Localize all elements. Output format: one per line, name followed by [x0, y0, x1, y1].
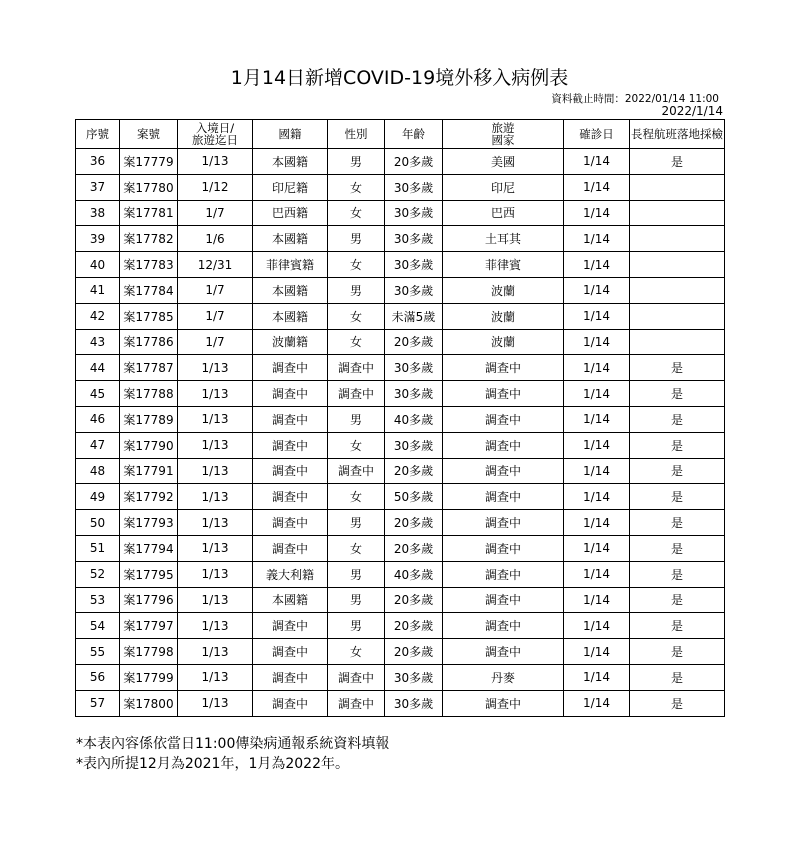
- table-row: [76, 277, 725, 303]
- cell-age: 30多歲: [385, 200, 443, 226]
- cell-travel-country: 調查中: [443, 381, 564, 407]
- cell-confirm-date: 1/14: [564, 406, 630, 432]
- cell-nationality: 調查中: [253, 510, 328, 536]
- table-row: [76, 406, 725, 432]
- table-row: [76, 355, 725, 381]
- cell-seq: 51: [76, 535, 120, 561]
- cell-entry-date: 1/6: [178, 226, 253, 252]
- cell-nationality: 本國籍: [253, 277, 328, 303]
- cell-flight-test: 是: [630, 432, 725, 458]
- cell-seq: 46: [76, 406, 120, 432]
- cell-sex: 女: [328, 484, 385, 510]
- cell-flight-test: [630, 277, 725, 303]
- cell-sex: 調查中: [328, 690, 385, 716]
- cell-case-no: 案17799: [120, 664, 178, 690]
- cell-seq: 54: [76, 613, 120, 639]
- cell-travel-country: 波蘭: [443, 303, 564, 329]
- cell-travel-country: 巴西: [443, 200, 564, 226]
- cell-entry-date: 1/13: [178, 535, 253, 561]
- cell-age: 30多歲: [385, 226, 443, 252]
- cell-entry-date: 1/12: [178, 174, 253, 200]
- cell-age: 20多歲: [385, 613, 443, 639]
- cell-age: 20多歲: [385, 587, 443, 613]
- case-rows: [76, 149, 725, 717]
- cell-travel-country: 調查中: [443, 355, 564, 381]
- col-header-case-no: 案號: [120, 120, 178, 149]
- cell-travel-country: 調查中: [443, 535, 564, 561]
- cell-sex: 男: [328, 406, 385, 432]
- cell-case-no: 案17784: [120, 277, 178, 303]
- cell-sex: 女: [328, 535, 385, 561]
- cell-travel-country: 調查中: [443, 484, 564, 510]
- cell-sex: 女: [328, 432, 385, 458]
- cell-sex: 女: [328, 329, 385, 355]
- cell-seq: 43: [76, 329, 120, 355]
- cell-flight-test: 是: [630, 690, 725, 716]
- cell-case-no: 案17782: [120, 226, 178, 252]
- cell-nationality: 調查中: [253, 432, 328, 458]
- table-row: [76, 587, 725, 613]
- cell-case-no: 案17780: [120, 174, 178, 200]
- cell-confirm-date: 1/14: [564, 381, 630, 407]
- cell-confirm-date: 1/14: [564, 149, 630, 175]
- cell-nationality: 調查中: [253, 355, 328, 381]
- cell-flight-test: 是: [630, 639, 725, 665]
- cell-nationality: 本國籍: [253, 303, 328, 329]
- table-row: [76, 484, 725, 510]
- cell-nationality: 調查中: [253, 458, 328, 484]
- table-row: [76, 690, 725, 716]
- cell-case-no: 案17779: [120, 149, 178, 175]
- cell-seq: 49: [76, 484, 120, 510]
- cell-case-no: 案17791: [120, 458, 178, 484]
- table-row: [76, 252, 725, 278]
- case-table: [75, 119, 725, 717]
- cell-nationality: 調查中: [253, 639, 328, 665]
- cell-travel-country: 調查中: [443, 690, 564, 716]
- cell-entry-date: 1/7: [178, 329, 253, 355]
- cell-age: 20多歲: [385, 535, 443, 561]
- cell-nationality: 本國籍: [253, 149, 328, 175]
- cell-travel-country: 丹麥: [443, 664, 564, 690]
- cell-age: 30多歲: [385, 381, 443, 407]
- header-row: [76, 120, 725, 149]
- col-header-confirm-date: 確診日: [564, 120, 630, 149]
- cell-flight-test: 是: [630, 484, 725, 510]
- col-header-seq: 序號: [76, 120, 120, 149]
- cell-case-no: 案17785: [120, 303, 178, 329]
- cell-nationality: 調查中: [253, 613, 328, 639]
- cell-case-no: 案17794: [120, 535, 178, 561]
- cell-entry-date: 1/13: [178, 613, 253, 639]
- col-header-flight-test: 長程航班落地採檢: [630, 120, 725, 149]
- cell-flight-test: 是: [630, 458, 725, 484]
- cell-entry-date: 1/13: [178, 432, 253, 458]
- cell-seq: 40: [76, 252, 120, 278]
- cell-sex: 調查中: [328, 458, 385, 484]
- cell-case-no: 案17790: [120, 432, 178, 458]
- cell-nationality: 調查中: [253, 690, 328, 716]
- cell-flight-test: [630, 174, 725, 200]
- cell-travel-country: 印尼: [443, 174, 564, 200]
- cell-travel-country: 波蘭: [443, 329, 564, 355]
- table-row: [76, 303, 725, 329]
- cell-flight-test: [630, 329, 725, 355]
- cell-confirm-date: 1/14: [564, 587, 630, 613]
- cell-age: 20多歲: [385, 149, 443, 175]
- cell-flight-test: 是: [630, 381, 725, 407]
- cell-entry-date: 1/7: [178, 200, 253, 226]
- footnotes: [76, 734, 389, 774]
- col-header-age: 年齡: [385, 120, 443, 149]
- cell-age: 40多歲: [385, 406, 443, 432]
- cell-confirm-date: 1/14: [564, 690, 630, 716]
- cell-nationality: 印尼籍: [253, 174, 328, 200]
- cell-travel-country: 調查中: [443, 458, 564, 484]
- cell-entry-date: 1/13: [178, 561, 253, 587]
- cell-entry-date: 1/7: [178, 277, 253, 303]
- cell-travel-country: 菲律賓: [443, 252, 564, 278]
- cell-nationality: 調查中: [253, 535, 328, 561]
- cell-flight-test: [630, 252, 725, 278]
- table-row: [76, 613, 725, 639]
- cell-travel-country: 調查中: [443, 613, 564, 639]
- cell-age: 30多歲: [385, 432, 443, 458]
- table-row: [76, 226, 725, 252]
- cell-case-no: 案17783: [120, 252, 178, 278]
- cell-confirm-date: 1/14: [564, 510, 630, 536]
- cell-seq: 48: [76, 458, 120, 484]
- table-row: [76, 432, 725, 458]
- cell-confirm-date: 1/14: [564, 458, 630, 484]
- cell-age: 30多歲: [385, 690, 443, 716]
- cell-confirm-date: 1/14: [564, 252, 630, 278]
- cell-travel-country: 波蘭: [443, 277, 564, 303]
- cell-seq: 45: [76, 381, 120, 407]
- table-row: [76, 561, 725, 587]
- cell-sex: 女: [328, 252, 385, 278]
- cell-age: 40多歲: [385, 561, 443, 587]
- cell-confirm-date: 1/14: [564, 639, 630, 665]
- cell-case-no: 案17781: [120, 200, 178, 226]
- cell-flight-test: 是: [630, 406, 725, 432]
- cell-case-no: 案17798: [120, 639, 178, 665]
- table-row: [76, 174, 725, 200]
- cell-age: 20多歲: [385, 510, 443, 536]
- cell-nationality: 調查中: [253, 381, 328, 407]
- cell-sex: 男: [328, 277, 385, 303]
- table-row: [76, 381, 725, 407]
- cell-entry-date: 1/13: [178, 664, 253, 690]
- cell-entry-date: 1/13: [178, 149, 253, 175]
- cell-entry-date: 1/13: [178, 510, 253, 536]
- cell-seq: 56: [76, 664, 120, 690]
- cell-travel-country: 調查中: [443, 561, 564, 587]
- cell-age: 30多歲: [385, 355, 443, 381]
- cell-case-no: 案17793: [120, 510, 178, 536]
- cell-travel-country: 調查中: [443, 587, 564, 613]
- cell-nationality: 菲律賓籍: [253, 252, 328, 278]
- cell-sex: 男: [328, 149, 385, 175]
- cell-flight-test: 是: [630, 355, 725, 381]
- cell-seq: 38: [76, 200, 120, 226]
- cell-sex: 男: [328, 561, 385, 587]
- cell-case-no: 案17797: [120, 613, 178, 639]
- cell-nationality: 調查中: [253, 484, 328, 510]
- data-cutoff-time: 資料截止時間：2022/01/14 11:00: [551, 93, 719, 105]
- cell-nationality: 本國籍: [253, 226, 328, 252]
- cell-age: 30多歲: [385, 277, 443, 303]
- cell-flight-test: 是: [630, 149, 725, 175]
- table-row: [76, 458, 725, 484]
- cell-sex: 女: [328, 639, 385, 665]
- cell-sex: 調查中: [328, 381, 385, 407]
- cell-confirm-date: 1/14: [564, 174, 630, 200]
- cell-case-no: 案17788: [120, 381, 178, 407]
- cell-flight-test: 是: [630, 535, 725, 561]
- cell-sex: 男: [328, 510, 385, 536]
- footnote: *本表內容係依當日11:00傳染病通報系統資料填報: [76, 736, 390, 752]
- cell-entry-date: 1/13: [178, 587, 253, 613]
- table-row: [76, 510, 725, 536]
- cell-travel-country: 土耳其: [443, 226, 564, 252]
- cell-travel-country: 調查中: [443, 639, 564, 665]
- cell-flight-test: 是: [630, 613, 725, 639]
- cell-case-no: 案17800: [120, 690, 178, 716]
- cell-seq: 47: [76, 432, 120, 458]
- cell-age: 30多歲: [385, 252, 443, 278]
- cell-nationality: 調查中: [253, 664, 328, 690]
- cell-seq: 42: [76, 303, 120, 329]
- cell-nationality: 義大利籍: [253, 561, 328, 587]
- cell-flight-test: 是: [630, 664, 725, 690]
- cell-case-no: 案17796: [120, 587, 178, 613]
- cell-nationality: 本國籍: [253, 587, 328, 613]
- cell-entry-date: 1/13: [178, 639, 253, 665]
- col-header-travel-country: 旅遊 國家: [443, 120, 564, 149]
- cell-case-no: 案17795: [120, 561, 178, 587]
- cell-age: 未滿5歲: [385, 303, 443, 329]
- cell-flight-test: 是: [630, 587, 725, 613]
- cell-confirm-date: 1/14: [564, 277, 630, 303]
- cell-entry-date: 1/13: [178, 355, 253, 381]
- cell-flight-test: 是: [630, 561, 725, 587]
- cell-seq: 44: [76, 355, 120, 381]
- cell-flight-test: [630, 226, 725, 252]
- cell-seq: 55: [76, 639, 120, 665]
- cell-confirm-date: 1/14: [564, 664, 630, 690]
- cell-seq: 41: [76, 277, 120, 303]
- table-row: [76, 329, 725, 355]
- cell-flight-test: 是: [630, 510, 725, 536]
- cell-nationality: 巴西籍: [253, 200, 328, 226]
- footnote: *表內所提12月為2021年，1月為2022年。: [76, 756, 349, 772]
- cell-travel-country: 美國: [443, 149, 564, 175]
- table-row: [76, 535, 725, 561]
- col-header-sex: 性別: [328, 120, 385, 149]
- cell-sex: 女: [328, 174, 385, 200]
- cell-age: 20多歲: [385, 458, 443, 484]
- cell-confirm-date: 1/14: [564, 200, 630, 226]
- cell-seq: 39: [76, 226, 120, 252]
- table-row: [76, 200, 725, 226]
- cell-seq: 53: [76, 587, 120, 613]
- cell-entry-date: 1/13: [178, 381, 253, 407]
- table-row: [76, 149, 725, 175]
- cell-confirm-date: 1/14: [564, 226, 630, 252]
- cell-age: 50多歲: [385, 484, 443, 510]
- report-date: 2022/1/14: [661, 104, 723, 118]
- cell-case-no: 案17786: [120, 329, 178, 355]
- table-row: [76, 664, 725, 690]
- cell-seq: 36: [76, 149, 120, 175]
- cell-travel-country: 調查中: [443, 406, 564, 432]
- cell-entry-date: 1/13: [178, 406, 253, 432]
- cell-confirm-date: 1/14: [564, 613, 630, 639]
- cell-entry-date: 1/7: [178, 303, 253, 329]
- cell-confirm-date: 1/14: [564, 561, 630, 587]
- cell-confirm-date: 1/14: [564, 535, 630, 561]
- cell-entry-date: 1/13: [178, 690, 253, 716]
- cell-confirm-date: 1/14: [564, 355, 630, 381]
- cell-sex: 男: [328, 613, 385, 639]
- cell-seq: 57: [76, 690, 120, 716]
- cell-sex: 男: [328, 226, 385, 252]
- cell-sex: 調查中: [328, 355, 385, 381]
- cell-sex: 女: [328, 200, 385, 226]
- cell-travel-country: 調查中: [443, 510, 564, 536]
- cell-age: 20多歲: [385, 639, 443, 665]
- cell-age: 20多歲: [385, 329, 443, 355]
- cell-confirm-date: 1/14: [564, 303, 630, 329]
- cell-age: 30多歲: [385, 664, 443, 690]
- cell-confirm-date: 1/14: [564, 432, 630, 458]
- cell-seq: 52: [76, 561, 120, 587]
- page-title: 1月14日新增COVID-19境外移入病例表: [230, 67, 569, 89]
- cell-case-no: 案17789: [120, 406, 178, 432]
- col-header-nationality: 國籍: [253, 120, 328, 149]
- table-row: [76, 639, 725, 665]
- cell-sex: 男: [328, 587, 385, 613]
- cell-nationality: 調查中: [253, 406, 328, 432]
- cell-case-no: 案17787: [120, 355, 178, 381]
- cell-confirm-date: 1/14: [564, 329, 630, 355]
- col-header-entry-date: 入境日/ 旅遊迄日: [178, 120, 253, 149]
- cell-seq: 50: [76, 510, 120, 536]
- cell-sex: 女: [328, 303, 385, 329]
- cell-flight-test: [630, 200, 725, 226]
- cell-entry-date: 1/13: [178, 484, 253, 510]
- cell-seq: 37: [76, 174, 120, 200]
- cell-flight-test: [630, 303, 725, 329]
- cell-entry-date: 1/13: [178, 458, 253, 484]
- cell-confirm-date: 1/14: [564, 484, 630, 510]
- cell-age: 30多歲: [385, 174, 443, 200]
- cell-entry-date: 12/31: [178, 252, 253, 278]
- cell-nationality: 波蘭籍: [253, 329, 328, 355]
- cell-travel-country: 調查中: [443, 432, 564, 458]
- cell-case-no: 案17792: [120, 484, 178, 510]
- cell-sex: 調查中: [328, 664, 385, 690]
